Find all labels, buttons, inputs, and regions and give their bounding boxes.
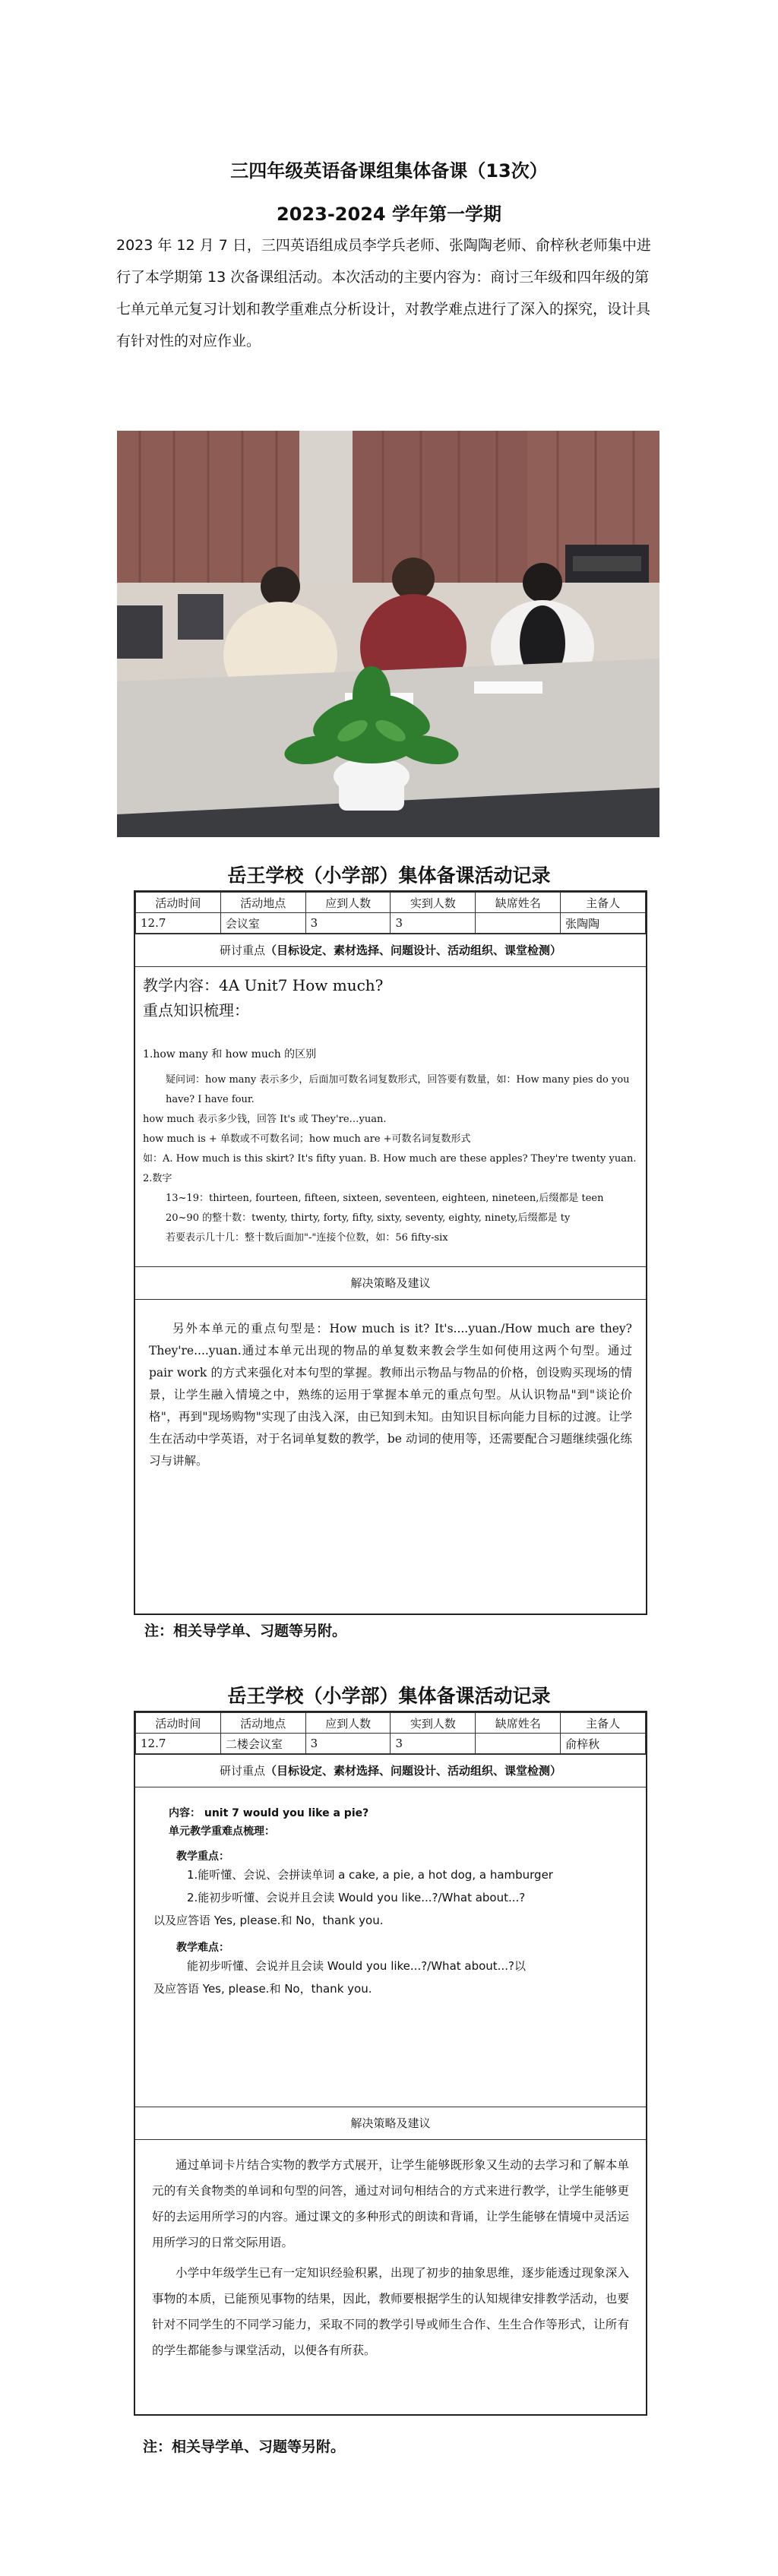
val-expected: 3 [305,913,391,934]
col-absent: 缺席姓名 [476,1713,561,1734]
key-point-2: 2.能初步听懂、会说并且会读 Would you like...?/What about...? [187,1891,526,1904]
focus-detail: （目标设定、素材选择、问题设计、活动组织、课堂检测） [265,1764,562,1778]
val-lead: 张陶陶 [561,913,646,934]
record1-focus-bar [135,934,646,967]
teaching-content: 教学内容：4A Unit7 How much? [143,976,384,994]
val-present: 3 [391,913,476,934]
meeting-photo [117,431,659,837]
record2-title: 岳王学校（小学部）集体备课活动记录 [227,1685,551,1707]
key-point-1: 1.能听懂、会说、会拼读单词 a cake, a pie, a hot dog, a hamburger [187,1868,553,1882]
knowledge-line: 13~19：thirteen, fourteen, fifteen, sixteen, seventeen, eighteen, nineteen,后缀都是 teen [166,1193,604,1204]
record1-solution-bar: 解决策略及建议 [135,1266,646,1300]
col-present: 实到人数 [391,1713,476,1734]
knowledge-line: how much is + 单数或不可数名词；how much are +可数名词复数形式 [143,1133,471,1145]
key-point-cont: 以及应答语 Yes, please.和 No，thank you. [153,1914,384,1927]
record2-focus-section [135,1787,646,2107]
record2-meta-table [135,1712,646,1754]
val-location: 二楼会议室 [220,1734,305,1754]
knowledge-line: 如：A. How much is this skirt? It's fifty yuan. B. How much are these apples? They're twenty yuan. [143,1153,637,1165]
difficult-point: 能初步听懂、会说并且会读 Would you like...?/What about...?以 [187,1959,526,1973]
record2-solution-section [135,2140,646,2375]
knowledge-line: 若要表示几十几：整十数后面加"-"连接个位数，如：56 fifty-six [166,1232,448,1244]
knowledge-points [143,1046,638,1248]
val-activity-time: 12.7 [136,913,221,934]
r2-sub: 单元教学重难点梳理： [169,1825,275,1838]
record1-meta-table [135,892,646,934]
col-lead: 主备人 [561,1713,646,1734]
knowledge-line: 20~90 的整十数：twenty, thirty, forty, fifty, sixty, seventy, eighty, ninety,后缀都是 ty [166,1212,571,1224]
knowledge-line: 疑问词：how many 表示多少，后面加可数名词复数形式，回答要有数量，如：How many pies do you have? I have four. [166,1074,630,1105]
r2-content: 内容： unit 7 would you like a pie? [169,1807,369,1819]
col-location: 活动地点 [220,1713,305,1734]
col-activity-time: 活动时间 [136,893,221,913]
record1-solution-section [135,1300,646,1477]
record2-sheet [134,1711,647,2416]
col-lead: 主备人 [561,893,646,913]
record1-header-row [136,893,646,913]
record2-header-row [136,1713,646,1734]
solution-para-2: 小学中年级学生已有一定知识经验积累，出现了初步的抽象思维，逐步能透过现象深入事物的本质，已能预见事物的结果，因此，教师要根据学生的认知规律安排教学活动，也要针对不同学生的不同学习能力，采取不同的教学引导或师生合作、生生合作等形式，让所有的学生都能参与课堂活动，以便各有所获。 [152,2266,629,2357]
record2-note: 注：相关导学单、习题等另附。 [143,2439,346,2455]
val-activity-time: 12.7 [136,1734,221,1754]
knowledge-line: 1.how many 和 how much 的区别 [143,1048,317,1060]
meeting-photo-illustration [117,431,659,837]
record2-value-row [136,1734,646,1754]
col-absent: 缺席姓名 [476,893,561,913]
val-present: 3 [391,1734,476,1754]
focus-label: 研讨重点 [219,943,265,957]
solution-text: 另外本单元的重点句型是：How much is it? It's....yuan./How much are they?They're....yuan.通过本单元出现的物品的单复数来教会学生如何使用这两个句型。通过 pair work 的方式来强化对本句型的掌握。教师出示物品与物品的价格，创设购买现场的情景，让学生融入情境之中，熟练的运用于掌握本单元的重点句型。从认识物品"到"谈论价格"，再到"现场购物"实现了由浅入深，由已知到未知。由知识目标向能力目标的过渡。让学生在活动中学英语，对于名词单复数的教学，be 动词的使用等，还需要配合习题继续强化练习与讲解。 [149,1322,632,1468]
key-points-label: 教学重点： [176,1851,229,1863]
record2-focus-bar [135,1754,646,1787]
val-lead: 俞梓秋 [561,1734,646,1754]
col-present: 实到人数 [391,893,476,913]
record2-solution-bar: 解决策略及建议 [135,2107,646,2140]
difficult-point-cont: 及应答语 Yes, please.和 No，thank you. [153,1982,372,1996]
record1-focus-section [135,967,646,1266]
val-absent [476,1734,561,1754]
focus-detail: （目标设定、素材选择、问题设计、活动组织、课堂检测） [265,943,562,957]
col-expected: 应到人数 [305,893,391,913]
knowledge-line: 2.数字 [143,1173,172,1184]
page-title: 三四年级英语备课组集体备课（13次） [230,160,548,182]
col-location: 活动地点 [220,893,305,913]
val-absent [476,913,561,934]
record1-note: 注：相关导学单、习题等另附。 [144,1623,347,1639]
record1-title: 岳王学校（小学部）集体备课活动记录 [227,864,551,887]
points-label: 重点知识梳理： [143,1001,249,1019]
col-expected: 应到人数 [305,1713,391,1734]
solution-para-1: 通过单词卡片结合实物的教学方式展开，让学生能够既形象又生动的去学习和了解本单元的有关食物类的单词和句型的问答，通过对词句相结合的方式来进行教学，让学生能够更好的去运用所学习的内容。通过课文的多种形式的朗读和背诵，让学生能够在情境中灵活运用所学习的日常交际用语。 [152,2158,629,2249]
record1-sheet [134,890,647,1615]
val-location: 会议室 [220,913,305,934]
difficult-points-label: 教学难点： [176,1942,229,1954]
col-activity-time: 活动时间 [136,1713,221,1734]
record1-value-row [136,913,646,934]
val-expected: 3 [305,1734,391,1754]
page-subtitle: 2023-2024 学年第一学期 [277,204,501,225]
focus-label: 研讨重点 [219,1764,265,1778]
knowledge-line: how much 表示多少钱，回答 It's 或 They're…yuan. [143,1114,387,1125]
intro-paragraph: 2023 年 12 月 7 日，三四英语组成员李学兵老师、张陶陶老师、俞梓秋老师集中进行了本学期第 13 次备课组活动。本次活动的主要内容为：商讨三年级和四年级的第七单元单元复习计划和教学重难点分析设计，对教学难点进行了深入的探究，设计具有针对性的对应作业。 [116,237,651,349]
